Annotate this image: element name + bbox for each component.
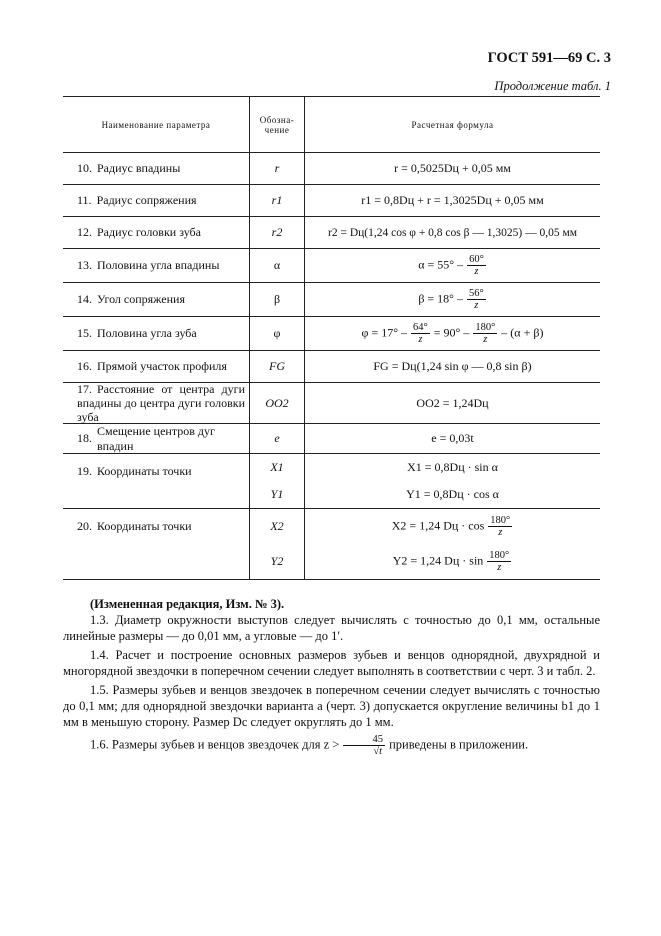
row-number: 16.	[77, 359, 92, 373]
row-symbol: e	[274, 431, 280, 445]
p16-text-post: приведены в приложении.	[389, 737, 529, 752]
row-formula: FG = Dц(1,24 sin φ — 0,8 sin β)	[373, 359, 532, 373]
row-symbol: β	[273, 292, 281, 306]
row-name: Координаты точки	[97, 464, 192, 478]
formula-text: X2 = 1,24 Dц · cos	[391, 518, 485, 533]
row-number: 10.	[77, 161, 92, 175]
row-formula-y	[393, 550, 512, 573]
fraction-numerator: 45	[343, 734, 385, 746]
row-formula	[418, 288, 486, 311]
row-name: Половина угла зуба	[97, 326, 197, 340]
row-symbol: OO2	[265, 395, 289, 410]
table-row	[63, 249, 600, 283]
formula-text: α = 55° –	[418, 257, 464, 272]
fraction-denominator: z	[483, 334, 488, 345]
fraction-numerator: 60°	[469, 253, 484, 265]
row-name: Радиус впадины	[97, 161, 181, 175]
row-formula: OO2 = 1,24Dц	[416, 395, 489, 410]
formula-fraction	[488, 515, 512, 538]
row-symbol: φ	[273, 326, 281, 340]
p16-fraction	[343, 734, 385, 757]
header-formula: Расчетная формула	[411, 119, 494, 130]
row-formula: r2 = Dц(1,24 cos φ + 0,8 cos β — 1,3025) — 0,05 мм	[328, 226, 577, 239]
paragraph-1-6	[63, 734, 600, 757]
formula-fraction	[467, 254, 486, 277]
page-header: ГОСТ 591—69 С. 3	[487, 50, 611, 66]
row-name: Угол сопряжения	[97, 292, 185, 306]
fraction-denominator: z	[497, 562, 502, 573]
fraction-denominator: z	[498, 527, 503, 538]
table-header-row	[63, 97, 600, 153]
row-number: 19.	[77, 464, 92, 478]
row-number: 15.	[77, 326, 92, 340]
row-symbol: α	[273, 258, 281, 272]
table-row	[63, 351, 600, 383]
row-formula: r = 0,5025Dц + 0,05 мм	[394, 161, 511, 175]
fraction-denominator: √t	[373, 746, 383, 758]
row-symbol: FG	[269, 359, 285, 373]
row-formula	[418, 254, 487, 277]
fraction-denominator: z	[474, 266, 479, 277]
row-name: Радиус сопряжения	[96, 193, 197, 207]
table-row	[63, 454, 600, 509]
row-symbol: r2	[271, 225, 283, 239]
row-name: Координаты точки	[97, 519, 192, 533]
row-formula-x: X1 = 0,8Dц · sin α	[407, 460, 498, 474]
fraction-numerator: 180°	[475, 321, 496, 333]
table-row	[63, 317, 600, 351]
parameters-table	[63, 96, 600, 580]
row-symbol: r1	[271, 193, 283, 207]
fraction-numerator: 64°	[413, 321, 428, 333]
row-formula-x	[392, 515, 513, 538]
table-row	[63, 509, 600, 579]
row-symbol-x: X2	[270, 519, 284, 533]
row-formula	[362, 322, 544, 345]
header-name: Наименование параметра	[101, 119, 211, 130]
header-symbol-line1: Обозна-	[259, 114, 295, 125]
row-symbol-y: Y1	[270, 487, 284, 501]
p16-text-pre: 1.6. Размеры зубьев и венцов звездочек для z >	[90, 737, 340, 752]
row-name: Радиус головки зуба	[97, 225, 201, 239]
row-name: Прямой участок профиля	[97, 359, 227, 373]
row-number: 13.	[77, 258, 92, 272]
row-name-text: Расстояние от центра дуги впадины до центра дуги головки зуба	[77, 382, 245, 424]
formula-text: Y2 = 1,24 Dц · sin	[392, 553, 484, 568]
fraction-denominator: z	[474, 300, 479, 311]
row-name: Смещение центров дуг впадин	[97, 423, 215, 453]
table-row	[63, 217, 600, 249]
formula-fraction	[487, 550, 511, 573]
row-number: 18.	[77, 431, 92, 445]
formula-text: φ = 17° –	[361, 325, 408, 340]
header-symbol-line2: чение	[264, 124, 290, 135]
paragraph-1-5: 1.5. Размеры зубьев и венцов звездочек в поперечном сечении следует вычислять с точностью до 0,1 мм; для однорядной звездочки варианта а (черт. 3) допускается округление величины b1 до 1 мм в меньшую сторону. Размер Dc следует округлять до 1 мм.	[63, 683, 600, 729]
formula-fraction	[411, 322, 430, 345]
row-number: 11.	[77, 193, 92, 207]
row-symbol: r	[274, 161, 280, 175]
row-name: Половина угла впадины	[97, 258, 220, 272]
row-formula: r1 = 0,8Dц + r = 1,3025Dц + 0,05 мм	[361, 193, 544, 207]
fraction-numerator: 180°	[490, 514, 511, 526]
fraction-numerator: 180°	[489, 549, 510, 561]
edit-note: (Измененная редакция, Изм. № 3).	[90, 597, 285, 611]
body-text	[63, 596, 600, 757]
row-symbol-x: X1	[270, 460, 284, 474]
table-row	[63, 283, 600, 317]
formula-text: β = 18° –	[418, 291, 463, 306]
formula-text: – (α + β)	[501, 325, 544, 340]
row-number: 20.	[77, 519, 92, 533]
row-symbol-y: Y2	[270, 554, 284, 568]
formula-text: = 90° –	[433, 325, 470, 340]
row-name	[77, 382, 245, 424]
fraction-numerator: 56°	[468, 287, 484, 299]
row-number: 14.	[77, 292, 92, 306]
formula-fraction	[467, 288, 486, 311]
paragraph-1-3: 1.3. Диаметр окружности выступов следует вычислять с точностью до 0,1 мм, остальные линейные размеры — до 0,01 мм, а угловые — до 1′.	[63, 613, 600, 643]
table-row	[63, 153, 600, 185]
table-row	[63, 185, 600, 217]
table-row	[63, 424, 600, 454]
row-formula-y: Y1 = 0,8Dц · cos α	[406, 487, 499, 501]
row-number: 17.	[77, 382, 92, 396]
formula-fraction	[473, 322, 497, 345]
table-continuation-label: Продолжение табл. 1	[494, 79, 611, 93]
paragraph-1-4: 1.4. Расчет и построение основных размеров зубьев и венцов однорядной, двухрядной и многорядной звездочки в поперечном сечении следует выполнять в соответствии с черт. 3 и табл. 2.	[63, 648, 600, 678]
row-number: 12.	[77, 225, 92, 239]
table-row	[63, 383, 600, 424]
fraction-denominator: z	[418, 334, 423, 345]
header-symbol	[249, 97, 305, 152]
row-formula: e = 0,03t	[431, 431, 474, 445]
